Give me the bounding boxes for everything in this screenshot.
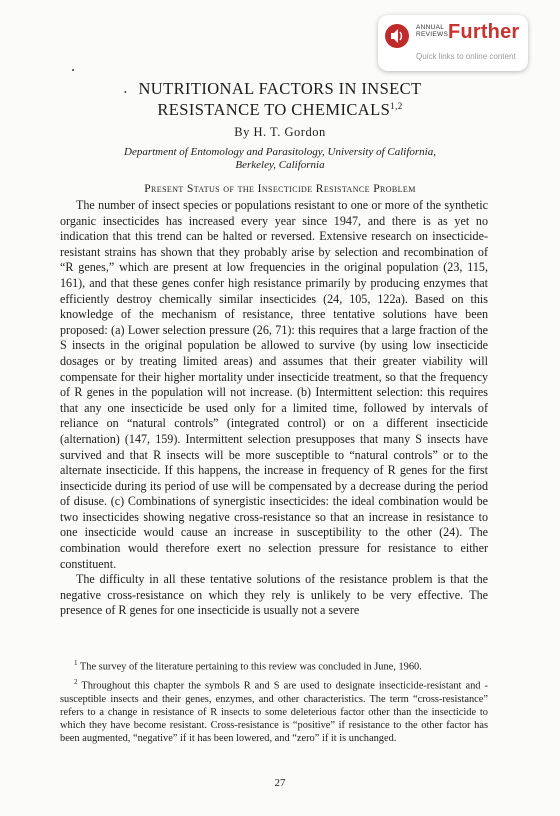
affiliation-line1: Department of Entomology and Parasitology, University of California, bbox=[124, 146, 436, 158]
body-text bbox=[60, 198, 488, 619]
title-bullet: • bbox=[124, 88, 127, 97]
further-label: Further bbox=[448, 21, 520, 43]
footnote: $^2$ Throughout this chapter the symbols R and S are used to designate insecticide-resistant and -susceptible insects and their genes, enzymes, and other characteristics. The term “cross-resistance” refers to a change in resistance of R insects to some deleterious factor other than the insecticide to which they have become resistant. Cross-resistance is “positive” if resistance to the other factor has been augmented, “negative” if it has been lowered, and “zero” if it is unchanged. bbox=[60, 678, 489, 744]
page-number: 27 bbox=[274, 777, 286, 789]
title-footnote-marks: 1,2 bbox=[390, 101, 403, 111]
affiliation-line2: Berkeley, California bbox=[235, 159, 325, 171]
paragraph: The difficulty in all these tentative solutions of the resistance problem is that the negative cross-resistance on which they rely is unlikely to be very effective. The presence of R genes for one insecticide is usually not a severe bbox=[60, 572, 488, 618]
scan-mark bbox=[72, 69, 74, 71]
further-links-badge[interactable] bbox=[378, 15, 528, 71]
author-byline: By H. T. Gordon bbox=[234, 125, 326, 139]
further-subtitle: Quick links to online content bbox=[416, 52, 516, 61]
article-title-line2: RESISTANCE TO CHEMICALS$^{1,2}$ bbox=[157, 100, 403, 119]
article-title-line1: NUTRITIONAL FACTORS IN INSECT bbox=[138, 79, 422, 98]
paragraph: The number of insect species or populations resistant to one or more of the synthetic organic insecticides has increased every year since 1947, and there is as yet no indication that this trend can be halted or reversed. Extensive research on insecticide-resistant strains has shown that they probably arise by selection and recombination of “R genes,” which are present at low frequencies in the original population (23, 115, 161), and that these genes confer high resistance primarily by producing enzymes that efficiently destroy chemically similar insecticides (24, 105, 122a). Based on this knowledge of the mechanism of resistance, three tentative solutions have been proposed: (a) Lower selection pressure (26, 71): this requires that a large fraction of the S insects in the original population be allowed to survive (by using low insecticide dosages or by treating limited areas) and assumes that their greater viability will compensate for their higher mortality under insecticide treatment, so that the frequency of R genes in the population will not increase. (b) Intermittent selection: this requires that any one insecticide be used only for a limited time, followed by intervals of reliance on “natural controls” (integrated control) or on a different insecticide (alternation) (147, 159). Intermittent selection presupposes that many S insects have survived and that R insects will be more susceptible to “natural controls” or to the alternate insecticide. If this happens, the increase in frequency of R genes for the first insecticide during its period of use will be compensated by a decrease during the period of disuse. (c) Combinations of synergistic insecticides: the ideal combination would be two insecticides showing negative cross-resistance so that an increase in resistance to one insecticide would cause an increase in susceptibility to the other (24). The combination would therefore exert no selection pressure for resistance to either constituent. bbox=[60, 198, 488, 571]
section-heading: Present Status of the Insecticide Resistance Problem bbox=[144, 183, 416, 195]
speaker-icon bbox=[385, 24, 409, 48]
footnote: $^1$ The survey of the literature pertaining to this review was concluded in June, 1960. bbox=[74, 659, 422, 673]
publisher-name: ANNUAL REVIEWS bbox=[416, 24, 449, 38]
footnotes bbox=[60, 657, 488, 748]
